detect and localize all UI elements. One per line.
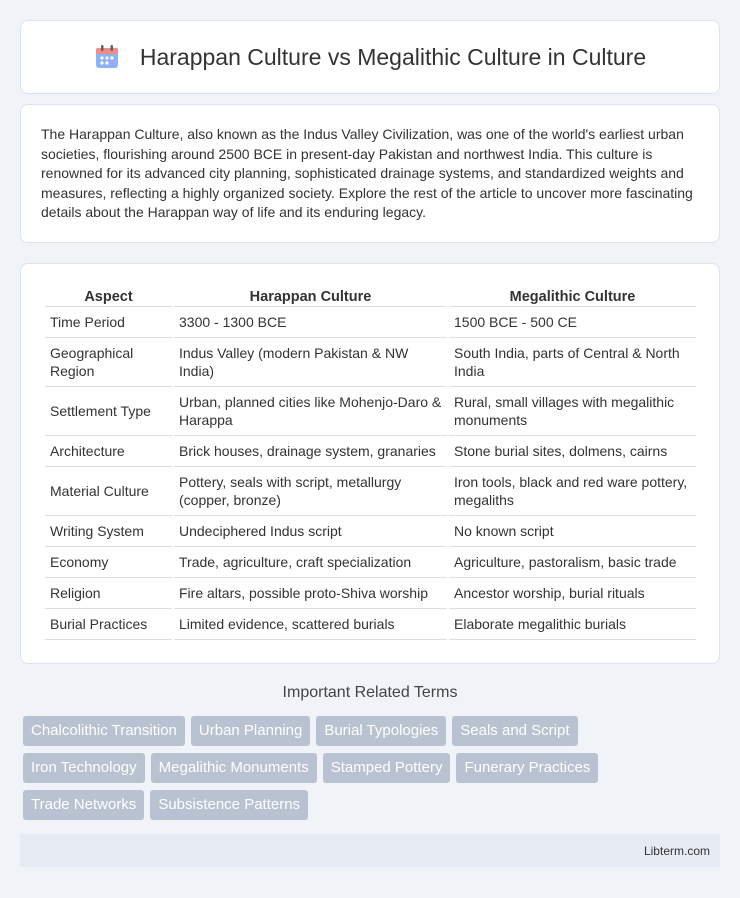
comparison-table-card bbox=[20, 263, 720, 664]
cell-megalithic: Ancestor worship, burial rituals bbox=[449, 578, 696, 609]
tag-row bbox=[23, 716, 723, 746]
cell-megalithic: Stone burial sites, dolmens, cairns bbox=[449, 436, 696, 467]
table-row bbox=[45, 338, 696, 387]
comparison-table bbox=[43, 284, 698, 640]
table-row bbox=[45, 609, 696, 640]
calendar-icon bbox=[94, 44, 120, 70]
cell-harappan: Limited evidence, scattered burials bbox=[174, 609, 447, 640]
table-row bbox=[45, 436, 696, 467]
cell-harappan: Indus Valley (modern Pakistan & NW India) bbox=[174, 338, 447, 387]
tag-row bbox=[23, 753, 723, 783]
related-term-tag[interactable]: Burial Typologies bbox=[316, 716, 446, 746]
cell-megalithic: Iron tools, black and red ware pottery, megaliths bbox=[449, 467, 696, 516]
related-term-tag[interactable]: Funerary Practices bbox=[456, 753, 598, 783]
footer-brand-link[interactable]: Libterm.com bbox=[643, 843, 710, 858]
cell-harappan: Undeciphered Indus script bbox=[174, 516, 447, 547]
table-row bbox=[45, 387, 696, 436]
column-header-megalithic: Megalithic Culture bbox=[449, 284, 696, 307]
related-term-tag[interactable]: Megalithic Monuments bbox=[151, 753, 317, 783]
related-term-tag[interactable]: Seals and Script bbox=[452, 716, 577, 746]
cell-aspect: Time Period bbox=[45, 307, 172, 338]
page-title: Harappan Culture vs Megalithic Culture in Culture bbox=[139, 43, 647, 70]
cell-megalithic: Elaborate megalithic burials bbox=[449, 609, 696, 640]
cell-aspect: Economy bbox=[45, 547, 172, 578]
related-term-tag[interactable]: Iron Technology bbox=[23, 753, 145, 783]
related-term-tag[interactable]: Stamped Pottery bbox=[323, 753, 451, 783]
cell-harappan: Brick houses, drainage system, granaries bbox=[174, 436, 447, 467]
cell-harappan: Urban, planned cities like Mohenjo-Daro & Harappa bbox=[174, 387, 447, 436]
cell-aspect: Religion bbox=[45, 578, 172, 609]
cell-harappan: Fire altars, possible proto-Shiva worship bbox=[174, 578, 447, 609]
table-row bbox=[45, 547, 696, 578]
related-term-tag[interactable]: Urban Planning bbox=[191, 716, 310, 746]
cell-megalithic: Rural, small villages with megalithic monuments bbox=[449, 387, 696, 436]
cell-aspect: Settlement Type bbox=[45, 387, 172, 436]
tag-row bbox=[23, 790, 723, 820]
cell-megalithic: No known script bbox=[449, 516, 696, 547]
cell-aspect: Writing System bbox=[45, 516, 172, 547]
title-card bbox=[20, 20, 720, 94]
column-header-harappan: Harappan Culture bbox=[174, 284, 447, 307]
cell-harappan: Trade, agriculture, craft specialization bbox=[174, 547, 447, 578]
cell-aspect: Architecture bbox=[45, 436, 172, 467]
cell-harappan: Pottery, seals with script, metallurgy (copper, bronze) bbox=[174, 467, 447, 516]
cell-aspect: Geographical Region bbox=[45, 338, 172, 387]
table-row bbox=[45, 516, 696, 547]
cell-megalithic: South India, parts of Central & North India bbox=[449, 338, 696, 387]
table-header-row bbox=[45, 284, 696, 307]
table-row bbox=[45, 467, 696, 516]
column-header-aspect: Aspect bbox=[45, 284, 172, 307]
cell-megalithic: Agriculture, pastoralism, basic trade bbox=[449, 547, 696, 578]
related-term-tag[interactable]: Trade Networks bbox=[23, 790, 144, 820]
related-term-tag[interactable]: Subsistence Patterns bbox=[150, 790, 308, 820]
related-terms-list bbox=[23, 716, 723, 827]
cell-aspect: Burial Practices bbox=[45, 609, 172, 640]
cell-harappan: 3300 - 1300 BCE bbox=[174, 307, 447, 338]
related-terms-title: Important Related Terms bbox=[282, 684, 458, 701]
cell-aspect: Material Culture bbox=[45, 467, 172, 516]
footer bbox=[20, 834, 720, 867]
cell-megalithic: 1500 BCE - 500 CE bbox=[449, 307, 696, 338]
related-term-tag[interactable]: Chalcolithic Transition bbox=[23, 716, 185, 746]
intro-card bbox=[20, 104, 720, 243]
table-row bbox=[45, 578, 696, 609]
intro-paragraph: The Harappan Culture, also known as the Indus Valley Civilization, was one of the world's earliest urban societies, flourishing around 2500 BCE in present-day Pakistan and northwest India. This culture is renowned for its advanced city planning, sophisticated drainage systems, and standardized weights and measures, reflecting a highly organized society. Explore the rest of the article to uncover more fascinating details about the Harappan way of life and its enduring legacy. bbox=[41, 126, 693, 220]
table-row bbox=[45, 307, 696, 338]
